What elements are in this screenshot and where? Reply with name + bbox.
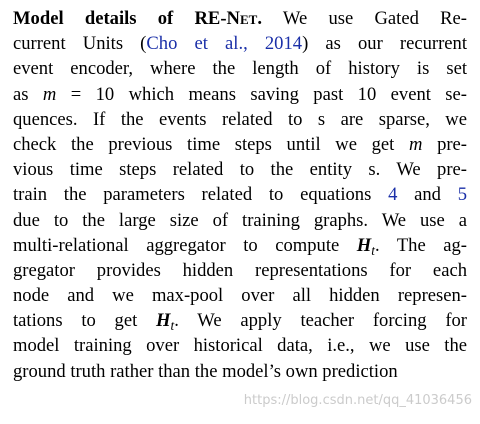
text-span: check the previous time steps until we get — [13, 133, 409, 155]
text-span: m — [408, 133, 423, 155]
text-span: t — [371, 242, 375, 258]
text-span: vious time steps related to the entity s. We pre- — [13, 159, 467, 181]
text-span: . The ag- — [374, 234, 467, 256]
text-span: H — [156, 310, 171, 332]
text-span: H — [356, 234, 372, 256]
text-span: t — [170, 318, 175, 334]
text-span: We use Gated Re- — [261, 8, 467, 29]
text-span: node and we max-pool over all hidden represen- — [13, 285, 467, 307]
text-line — [13, 359, 467, 384]
text-span: ground truth rather than the model’s own prediction — [13, 360, 398, 382]
text-line — [13, 132, 467, 157]
text-line — [13, 208, 467, 233]
text-line — [13, 6, 467, 31]
text-line — [13, 31, 467, 56]
text-span: . — [257, 8, 262, 29]
text-span: as — [13, 83, 43, 105]
text-span: and — [397, 184, 458, 206]
text-span: tations to get — [13, 310, 157, 332]
text-line — [13, 107, 467, 132]
citation-link[interactable]: Cho et al., 2014 — [146, 33, 303, 55]
text-line — [13, 308, 467, 333]
text-line — [13, 283, 467, 308]
text-span: . We apply teacher forcing for — [174, 310, 467, 332]
text-span: multi-relational aggregator to compute — [13, 234, 357, 256]
text-span: = 10 which means saving past 10 event se- — [56, 83, 467, 105]
text-span: gregator provides hidden representations for each — [13, 259, 467, 281]
text-span: train the parameters related to equations — [13, 184, 389, 206]
text-line — [13, 182, 467, 207]
text-span: model training over historical data, i.e., we use the — [13, 335, 467, 357]
text-line — [13, 333, 467, 358]
text-line — [13, 157, 467, 182]
text-line — [13, 56, 467, 81]
text-line — [13, 258, 467, 283]
text-span: quences. If the events related to s are sparse, we — [13, 108, 467, 130]
text-span: m — [42, 83, 57, 105]
citation-link[interactable]: 4 — [388, 184, 398, 206]
text-span: Net — [226, 8, 258, 29]
watermark: https://blog.csdn.net/qq_41036456 — [243, 393, 472, 408]
text-span: due to the large size of training graphs. We use a — [13, 209, 467, 231]
text-line — [13, 82, 467, 107]
citation-link[interactable]: 5 — [457, 184, 467, 206]
text-span: event encoder, where the length of history is set — [13, 58, 467, 80]
paper-paragraph — [13, 6, 467, 384]
text-span: current Units ( — [13, 33, 147, 55]
text-span: ) as our recurrent — [302, 33, 468, 55]
text-line — [13, 233, 467, 258]
text-span: pre- — [422, 133, 467, 155]
text-span: Model details of RE- — [13, 8, 227, 29]
